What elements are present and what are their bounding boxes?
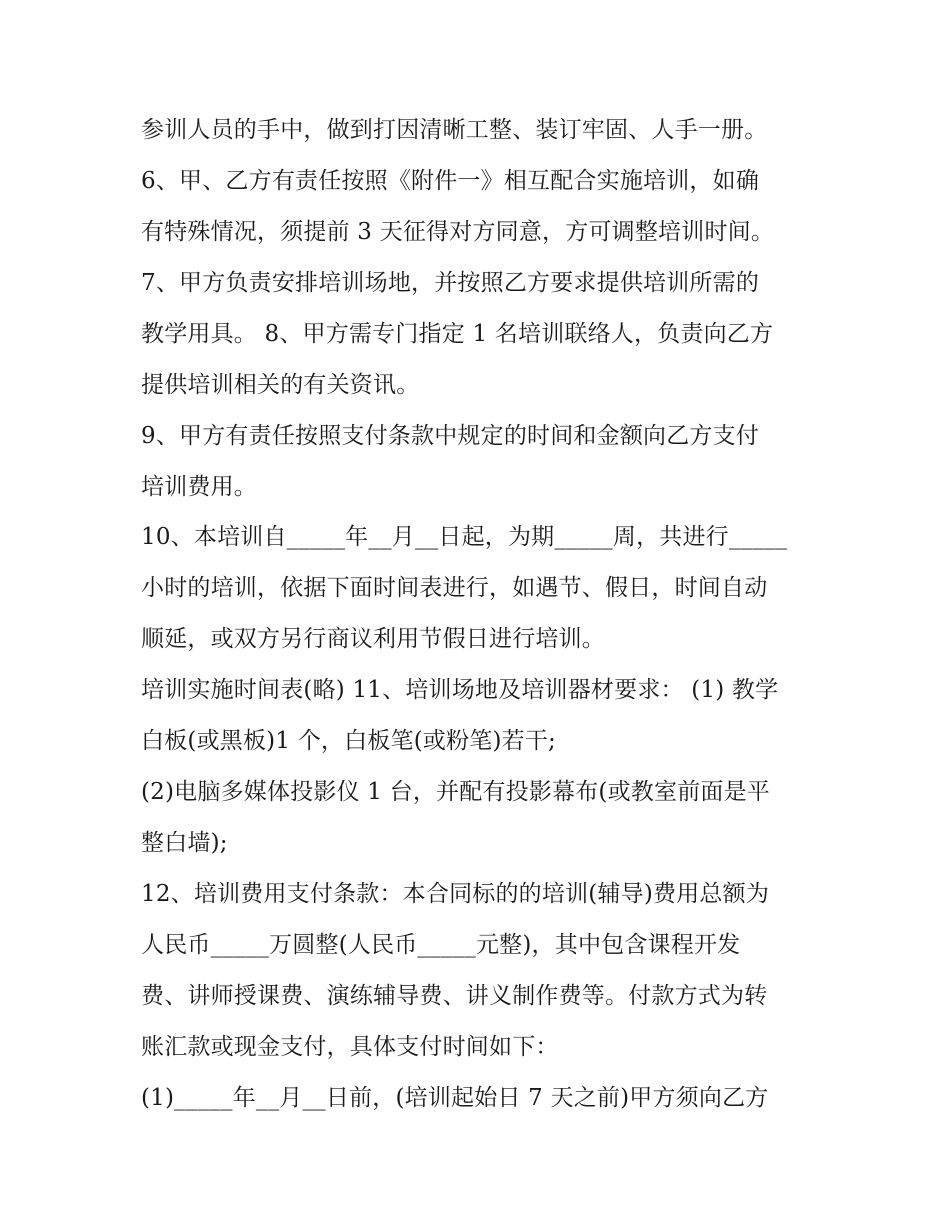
text-line: 有特殊情况，须提前 3 天征得对方同意，方可调整培训时间。 (141, 219, 775, 245)
text-line: 提供培训相关的有关资讯。 (141, 372, 420, 398)
text-line: 7、甲方负责安排培训场地，并按照乙方要求提供培训所需的 (141, 270, 760, 296)
text-line: 10、本培训自_____年__月__日起，为期_____周，共进行_____ (141, 524, 788, 550)
text-line: 教学用具。 8、甲方需专门指定 1 名培训联络人，负责向乙方 (141, 321, 774, 347)
text-line: 6、甲、乙方有责任按照《附件一》相互配合实施培训，如确 (141, 168, 760, 194)
text-line: 整白墙); (141, 830, 228, 856)
text-line: 12、培训费用支付条款：本合同标的的培训(辅导)费用总额为 (141, 881, 770, 907)
text-line: 白板(或黑板)1 个，白板笔(或粉笔)若干; (141, 728, 556, 754)
text-line: (1)_____年__月__日前，(培训起始日 7 天之前)甲方须向乙方 (141, 1085, 769, 1111)
text-line: 小时的培训，依据下面时间表进行，如遇节、假日，时间自动 (141, 575, 768, 601)
text-line: 参训人员的手中，做到打因清晰工整、装订牢固、人手一册。 (141, 117, 768, 143)
text-line: 顺延，或双方另行商议利用节假日进行培训。 (141, 626, 605, 652)
text-line: (2)电脑多媒体投影仪 1 台，并配有投影幕布(或教室前面是平 (141, 779, 771, 805)
text-line: 培训费用。 (141, 474, 257, 500)
text-line: 培训实施时间表(略) 11、培训场地及培训器材要求： (1) 教学 (141, 677, 779, 703)
text-line: 人民币_____万圆整(人民币_____元整)，其中包含课程开发 (141, 932, 741, 958)
text-line: 9、甲方有责任按照支付条款中规定的时间和金额向乙方支付 (141, 423, 760, 449)
text-line: 账汇款或现金支付，具体支付时间如下： (141, 1034, 559, 1060)
text-line: 费、讲师授课费、演练辅导费、讲义制作费等。付款方式为转 (141, 983, 768, 1009)
